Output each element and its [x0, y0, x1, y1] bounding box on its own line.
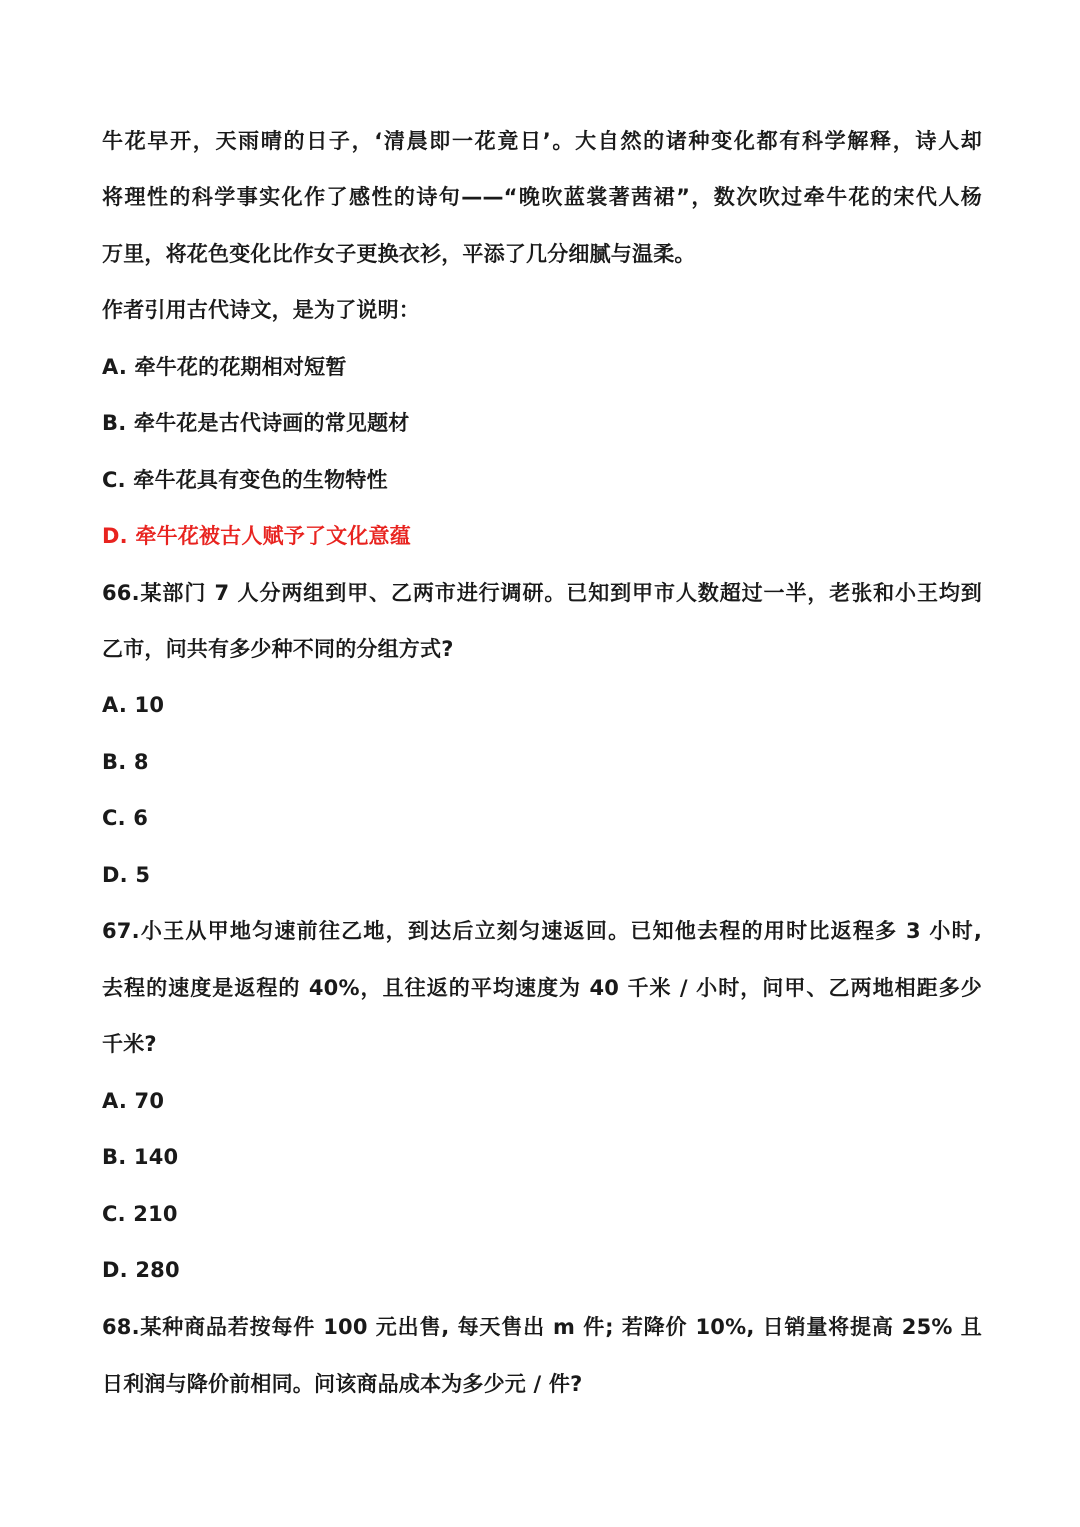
- question-65-option-b: B. 牵牛花是古代诗画的常见题材: [102, 411, 410, 435]
- question-68-stem-line-1: 68.某种商品若按每件 100 元出售, 每天售出 m 件; 若降价 10%, 日销量将提高 25% 且: [102, 1315, 982, 1339]
- question-67-option-c: C. 210: [102, 1202, 178, 1226]
- question-66-option-c: C. 6: [102, 806, 149, 830]
- question-67-stem-line-2: 去程的速度是返程的 40%，且往返的平均速度为 40 千米 / 小时，问甲、乙两地相距多少: [102, 976, 982, 1000]
- question-67-option-a: A. 70: [102, 1089, 165, 1113]
- question-68-stem-line-2: 日利润与降价前相同。问该商品成本为多少元 / 件?: [102, 1372, 583, 1396]
- question-67-option-d: D. 280: [102, 1258, 180, 1282]
- question-65-option-c: C. 牵牛花具有变色的生物特性: [102, 468, 388, 492]
- passage-line-1: 牛花早开，天雨晴的日子，‘清晨即一花竟日’。大自然的诸种变化都有科学解释，诗人却: [102, 129, 982, 153]
- question-66-stem-line-2: 乙市，问共有多少种不同的分组方式?: [102, 637, 454, 661]
- question-67-option-b: B. 140: [102, 1145, 179, 1169]
- question-66-option-b: B. 8: [102, 750, 149, 774]
- question-66-stem-line-1: 66.某部门 7 人分两组到甲、乙两市进行调研。已知到甲市人数超过一半，老张和小王均到: [102, 581, 982, 605]
- question-66-option-d: D. 5: [102, 863, 151, 887]
- passage-line-2: 将理性的科学事实化作了感性的诗句——“晚吹蓝裳著茜裙”，数次吹过牵牛花的宋代人杨: [102, 185, 982, 209]
- question-67-stem-line-3: 千米?: [102, 1032, 157, 1056]
- question-66-option-a: A. 10: [102, 693, 165, 717]
- question-65-option-a: A. 牵牛花的花期相对短暂: [102, 355, 347, 379]
- question-65-option-d-answer: D. 牵牛花被古人赋予了文化意蕴: [102, 524, 411, 548]
- question-65-stem: 作者引用古代诗文，是为了说明：: [102, 298, 420, 322]
- passage-line-3: 万里，将花色变化比作女子更换衣衫，平添了几分细腻与温柔。: [102, 242, 696, 266]
- question-67-stem-line-1: 67.小王从甲地匀速前往乙地，到达后立刻匀速返回。已知他去程的用时比返程多 3 小时,: [102, 919, 982, 943]
